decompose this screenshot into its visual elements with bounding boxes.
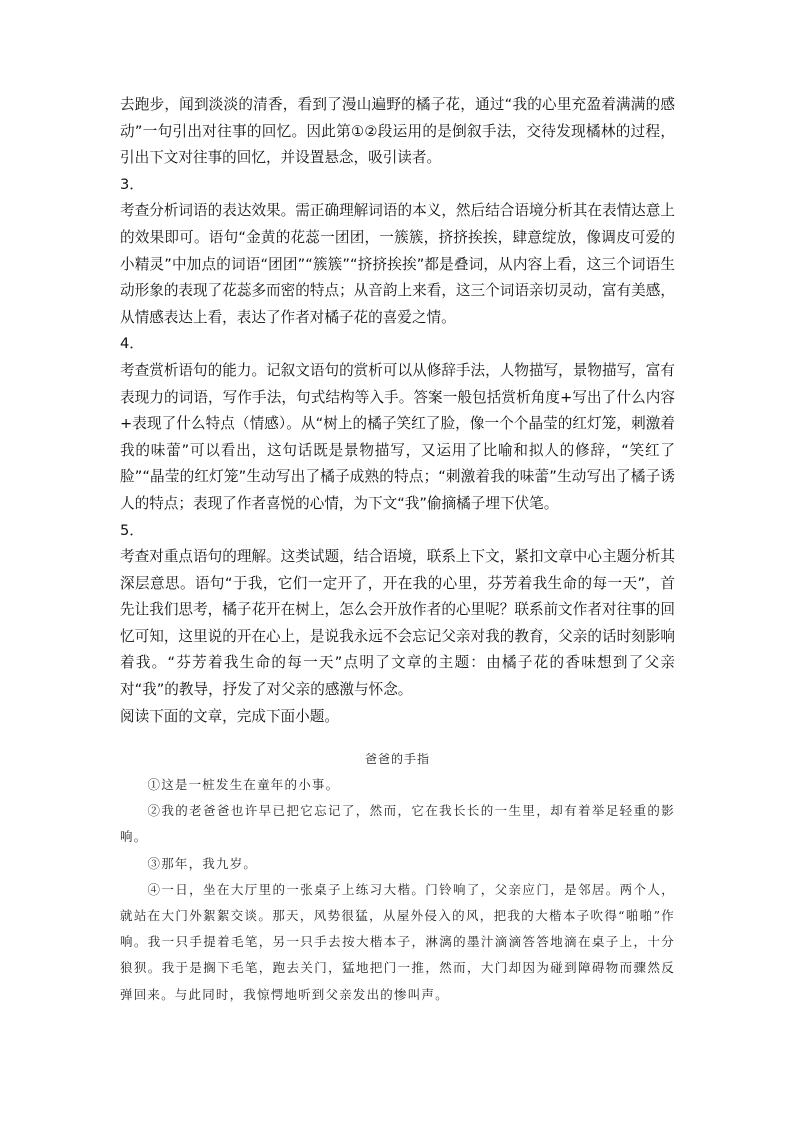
story-section [120, 748, 675, 1008]
answer-4-number: 5． [120, 521, 144, 539]
reading-instruction: 阅读下面的文章，完成下面小题。 [120, 707, 339, 725]
answer-1-text: 去跑步，闻到淡淡的清香，看到了漫山遍野的橘子花，通过“我的心里充盈着满满的感动”一句引出对往事的回忆。因此第①②段运用的是倒叙手法，交待发现橘林的过程，引出下文对往事的回忆，并设置悬念，吸引读者。 [120, 96, 675, 167]
answer-3-text: 考查赏析语句的能力。记叙文语句的赏析可以从修辞手法，人物描写，景物描写，富有表现力的词语，写作手法，句式结构等入手。答案一般包括赏析角度+写出了什么内容+表现了什么特点（情感）。从“树上的橘子笑红了脸，像一个个晶莹的红灯笼，刺激着我的味蕾”可以看出，这句话既是景物描写，又运用了比喻和拟人的修辞，“笑红了脸”“晶莹的红灯笼”生动写出了橘子成熟的特点；“刺激着我的味蕾”生动写出了橘子诱人的特点；表现了作者喜悦的心情，为下文“我”偷摘橘子埋下伏笔。 [120, 361, 675, 512]
story-paragraph-3: ③那年，我九岁。 [147, 855, 258, 871]
answer-2-number: 3． [120, 175, 144, 193]
story-title: 爸爸的手指 [364, 752, 430, 766]
answer-2-text: 考查分析词语的表达效果。需正确理解词语的本义，然后结合语境分析其在表情达意上的效果即可。语句“金黄的花蕊一团团，一簇簇，挤挤挨挨，肆意绽放，像调皮可爱的小精灵”中加点的词语“团团”“簇簇”“挤挤挨挨”都是叠词，从内容上看，这三个词语生动形象的表现了花蕊多而密的特点；从音韵上来看，这三个词语亲切灵动，富有美感，从情感表达上看，表达了作者对橘子花的喜爱之情。 [120, 202, 675, 326]
answer-section [120, 92, 675, 730]
answer-3-number: 4． [120, 335, 144, 353]
story-paragraph-2: ②我的老爸爸也许早已把它忘记了，然而，它在我长长的一生里，却有着举足轻重的影响。 [120, 803, 675, 845]
story-paragraph-1: ①这是一桩发生在童年的小事。 [147, 777, 340, 792]
story-paragraph-4: ④一日，坐在大厅里的一张桌子上练习大楷。门铃响了，父亲应门，是邻居。两个人，就站在大门外絮絮交谈。那天，风势很猛，从屋外侵入的风，把我的大楷本子吹得“啪啪”作响。我一只手提着毛笔，另一只手去按大楷本子，淋漓的墨汁滴滴答答地滴在桌子上，十分狼狈。我于是搁下毛笔，跑去关门，猛地把门一推，然而，大门却因为碰到障碍物而骤然反弹回来。与此同时，我惊愕地听到父亲发出的惨叫声。 [120, 881, 675, 1002]
answer-4-text: 考查对重点语句的理解。这类试题，结合语境，联系上下文，紧扣文章中心主题分析其深层意思。语句“于我，它们一定开了，开在我的心里，芬芳着我生命的每一天”，首先让我们思考，橘子花开在树上，怎么会开放作者的心里呢？联系前文作者对往事的回忆可知，这里说的开在心上，是说我永远不会忘记父亲对我的教育，父亲的话时刻影响着我。“芬芳着我生命的每一天”点明了文章的主题：由橘子花的香味想到了父亲对“我”的教导，抒发了对父亲的感激与怀念。 [120, 548, 675, 699]
